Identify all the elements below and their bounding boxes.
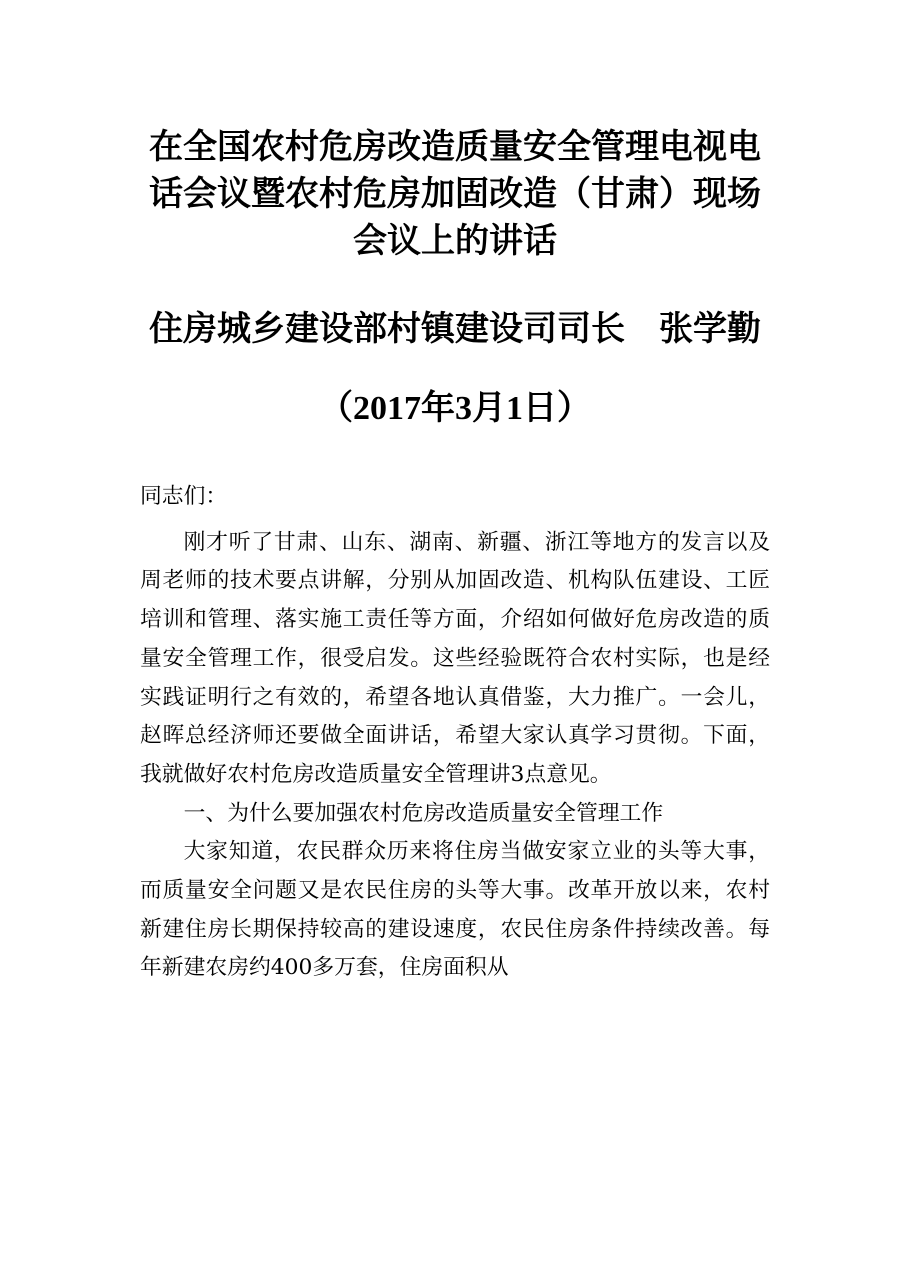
speech-date: （2017年3月1日） <box>319 390 591 427</box>
paragraph-section-1: 大家知道，农民群众历来将住房当做安家立业的头等大事，而质量安全问题又是农民住房的头等大事。改革开放以来，农村新建住房长期保持较高的建设速度，农民住房条件持续改善。每年新建农房约400多万套，住房面积从 <box>140 839 770 981</box>
title-line-3: 会议上的讲话 <box>353 221 557 261</box>
section-heading-1: 一、为什么要加强农村危房改造质量安全管理工作 <box>183 800 664 826</box>
speech-title <box>140 124 770 265</box>
speaker-byline: 住房城乡建设部村镇建设司司长 张学勤 <box>149 309 761 349</box>
speech-body <box>140 478 770 988</box>
paragraph-intro: 刚才听了甘肃、山东、湖南、新疆、浙江等地方的发言以及周老师的技术要点讲解，分别从加固改造、机构队伍建设、工匠培训和管理、落实施工责任等方面，介绍如何做好危房改造的质量安全管理工作，很受启发。这些经验既符合农村实际，也是经实践证明行之有效的，希望各地认真借鉴，大力推广。一会儿，赵晖总经济师还要做全面讲话，希望大家认真学习贯彻。下面，我就做好农村危房改造质量安全管理讲3点意见。 <box>140 529 770 787</box>
title-line-2: 话会议暨农村危房加固改造（甘肃）现场 <box>149 174 761 214</box>
title-line-1: 在全国农村危房改造质量安全管理电视电 <box>149 127 761 167</box>
greeting: 同志们： <box>140 484 228 509</box>
